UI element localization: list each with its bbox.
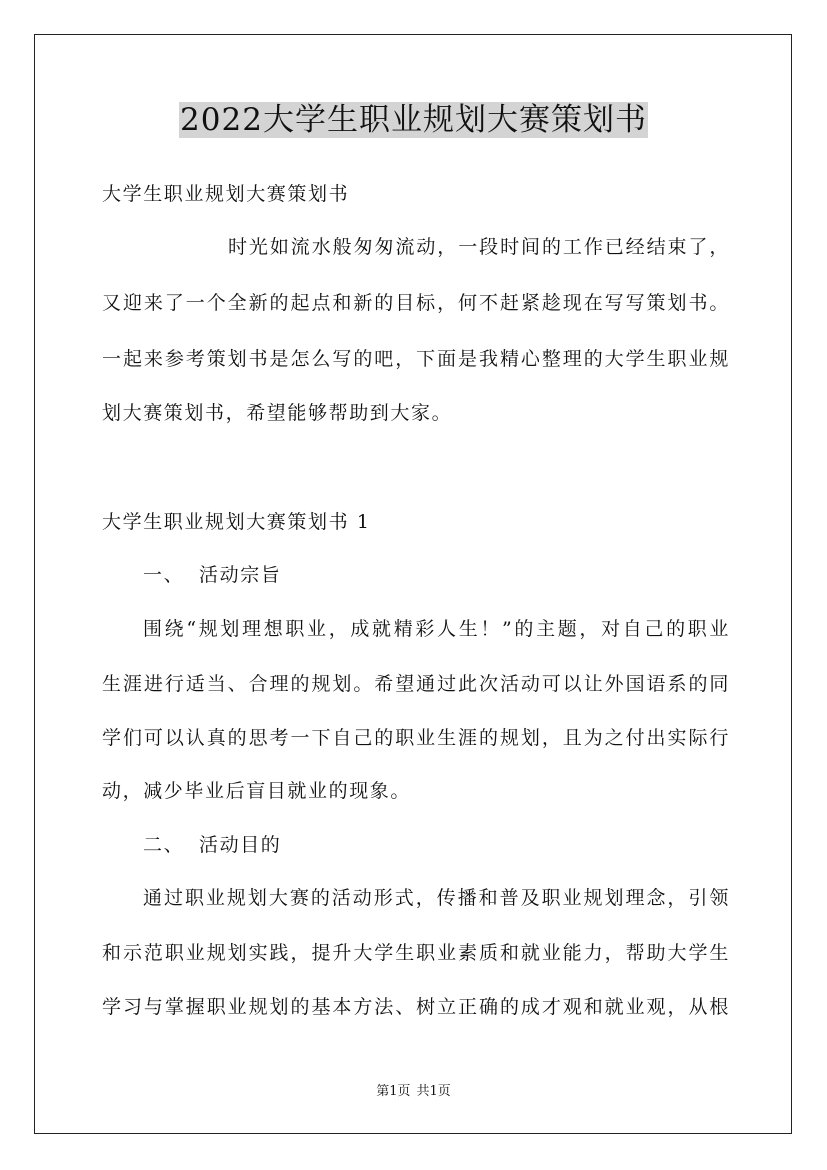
part1-title: 活动宗旨 [199,564,282,586]
part1-heading [143,561,771,589]
page-number: 第1页 [376,1084,411,1099]
page-footer [0,1083,827,1101]
intro-line-2: 又迎来了一个全新的起点和新的目标，何不赶紧趁现在写写策划书。 [102,292,730,314]
part2-title: 活动目的 [199,834,282,856]
part2-number: 二、 [143,834,185,856]
part1-line-4: 动，减少毕业后盲目就业的现象。 [102,780,412,802]
part2-line-1: 通过职业规划大赛的活动形式，传播和普及职业规划理念，引领 [143,887,730,909]
part2-heading [143,831,771,859]
intro-line-1: 时光如流水般匆匆流动，一段时间的工作已经结束了， [228,236,730,258]
page-total: 共1页 [416,1084,451,1099]
part1-number: 一、 [143,564,185,586]
section-heading: 大学生职业规划大赛策划书 1 [102,511,371,533]
part2-line-2: 和示范职业规划实践，提升大学生职业素质和就业能力，帮助大学生 [102,942,730,964]
document-title: 2022大学生职业规划大赛策划书 [180,102,647,138]
part1-line-3: 学们可以认真的思考一下自己的职业生涯的规划，且为之付出实际行 [102,727,730,749]
part2-line-3: 学习与掌握职业规划的基本方法、树立正确的成才观和就业观，从根 [102,996,730,1018]
part1-line-1: 围绕“规划理想职业，成就精彩人生！”的主题，对自己的职业 [143,618,730,640]
intro-line-3: 一起来参考策划书是怎么写的吧，下面是我精心整理的大学生职业规 [102,348,730,370]
document-subtitle: 大学生职业规划大赛策划书 [102,183,350,205]
intro-line-4: 划大赛策划书，希望能够帮助到大家。 [102,402,453,424]
part1-line-2: 生涯进行适当、合理的规划。希望通过此次活动可以让外国语系的同 [102,673,730,695]
